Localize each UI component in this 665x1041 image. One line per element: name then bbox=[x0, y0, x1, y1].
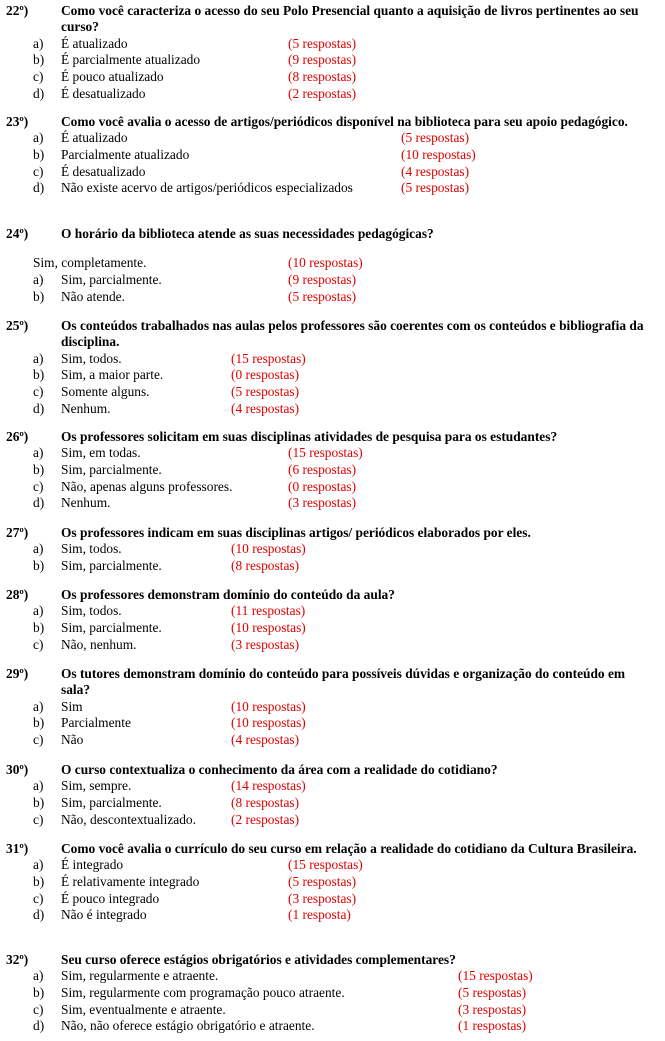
response-count: (5 respostas) bbox=[288, 874, 357, 889]
answer-option bbox=[0, 479, 665, 496]
response-count: (3 respostas) bbox=[231, 636, 300, 652]
answer-option bbox=[0, 130, 665, 147]
option-letter: b) bbox=[33, 462, 45, 477]
option-letter: b) bbox=[33, 288, 45, 304]
option-text: Sim, regularmente e atraente. bbox=[61, 968, 219, 984]
answer-option bbox=[0, 445, 665, 462]
question-text: Os tutores demonstram domínio do conteúdo para possíveis dúvidas e organização do conteúdo em sala? bbox=[61, 666, 626, 698]
question-number: 22º) bbox=[6, 3, 29, 18]
option-text: Não existe acervo de artigos/periódicos especializados bbox=[61, 180, 353, 196]
option-letter: c) bbox=[33, 69, 44, 84]
option-text: Não, nenhum. bbox=[61, 636, 137, 652]
option-text: Não, descontextualizado. bbox=[61, 811, 196, 827]
answer-option bbox=[0, 541, 665, 558]
answer-option bbox=[0, 52, 665, 69]
answer-option bbox=[0, 367, 665, 384]
option-letter: a) bbox=[33, 857, 44, 873]
option-text: Nenhum. bbox=[61, 400, 111, 416]
option-letter: c) bbox=[33, 478, 44, 494]
question-number: 23º) bbox=[6, 114, 29, 129]
option-text: Não, apenas alguns professores. bbox=[61, 478, 233, 494]
question-number: 27º) bbox=[6, 525, 29, 540]
question-text: O curso contextualiza o conhecimento da área com a realidade do cotidiano? bbox=[61, 762, 498, 777]
question-number: 31º) bbox=[6, 841, 29, 856]
question-text: O horário da biblioteca atende as suas necessidades pedagógicas? bbox=[61, 226, 434, 241]
response-count: (2 respostas) bbox=[288, 85, 357, 101]
option-text: É atualizado bbox=[61, 35, 128, 51]
answer-option bbox=[0, 985, 665, 1002]
option-letter: d) bbox=[33, 1018, 45, 1034]
option-text: Parcialmente bbox=[61, 715, 131, 731]
response-count: (9 respostas) bbox=[288, 52, 357, 68]
option-text: É relativamente integrado bbox=[61, 874, 200, 889]
question-text: Seu curso oferece estágios obrigatórios e atividades complementares? bbox=[61, 952, 456, 967]
question-number: 30º) bbox=[6, 762, 29, 777]
answer-option bbox=[0, 795, 665, 812]
question-text: Como você caracteriza o acesso do seu Polo Presencial quanto a aquisição de livros pertinentes ao seu curso? bbox=[61, 3, 639, 35]
question-text: Como você avalia o currículo do seu curso em relação a realidade do cotidiano da Cultura Brasileira. bbox=[61, 841, 637, 856]
answer-option bbox=[0, 69, 665, 86]
option-text: É atualizado bbox=[61, 130, 128, 146]
option-letter: d) bbox=[33, 400, 45, 416]
option-letter: b) bbox=[33, 874, 45, 889]
question-number: 24º) bbox=[6, 226, 29, 241]
response-count: (10 respostas) bbox=[231, 715, 306, 731]
answer-option bbox=[0, 907, 665, 924]
option-text: Sim, todos. bbox=[61, 350, 122, 366]
response-count: (6 respostas) bbox=[288, 462, 357, 477]
question-22 bbox=[0, 3, 665, 102]
option-text: Sim, completamente. bbox=[33, 255, 147, 271]
response-count: (0 respostas) bbox=[231, 367, 300, 383]
option-text: Parcialmente atualizado bbox=[61, 147, 190, 162]
option-letter: a) bbox=[33, 350, 44, 366]
answer-option bbox=[0, 558, 665, 575]
option-text: Sim, todos. bbox=[61, 603, 122, 619]
question-text: Os conteúdos trabalhados nas aulas pelos professores são coerentes com os conteúdos e bibliografia da disciplina. bbox=[61, 318, 644, 350]
response-count: (10 respostas) bbox=[288, 255, 363, 271]
option-letter: b) bbox=[33, 52, 45, 68]
response-count: (8 respostas) bbox=[288, 69, 357, 84]
response-count: (5 respostas) bbox=[401, 130, 470, 146]
response-count: (10 respostas) bbox=[231, 698, 306, 714]
response-count: (1 resposta) bbox=[288, 907, 351, 923]
option-letter: c) bbox=[33, 890, 44, 906]
answer-option bbox=[0, 857, 665, 874]
response-count: (3 respostas) bbox=[288, 495, 357, 511]
response-count: (4 respostas) bbox=[401, 163, 470, 179]
option-letter: a) bbox=[33, 445, 44, 461]
response-count: (4 respostas) bbox=[231, 732, 300, 747]
response-count: (10 respostas) bbox=[231, 620, 306, 635]
question-27 bbox=[0, 525, 665, 575]
question-text: Os professores demonstram domínio do conteúdo da aula? bbox=[61, 587, 395, 602]
answer-option bbox=[0, 384, 665, 401]
option-text: Sim, parcialmente. bbox=[61, 620, 162, 635]
option-letter: c) bbox=[33, 163, 44, 179]
response-count: (15 respostas) bbox=[288, 857, 363, 873]
answer-option bbox=[0, 620, 665, 637]
answer-option bbox=[0, 401, 665, 418]
option-letter: b) bbox=[33, 795, 45, 810]
answer-option bbox=[0, 180, 665, 197]
option-letter: c) bbox=[33, 384, 44, 399]
response-count: (10 respostas) bbox=[231, 541, 306, 557]
option-text: É integrado bbox=[61, 857, 124, 873]
option-letter: b) bbox=[33, 715, 45, 731]
response-count: (5 respostas) bbox=[288, 35, 357, 51]
question-number: 32º) bbox=[6, 952, 29, 967]
option-text: Sim, parcialmente. bbox=[61, 795, 162, 810]
option-letter: a) bbox=[33, 698, 44, 714]
answer-option bbox=[0, 603, 665, 620]
response-count: (5 respostas) bbox=[231, 384, 300, 399]
option-letter: b) bbox=[33, 147, 45, 162]
option-text: É parcialmente atualizado bbox=[61, 52, 201, 68]
option-letter: a) bbox=[33, 272, 44, 287]
answer-option bbox=[0, 272, 665, 289]
question-29 bbox=[0, 666, 665, 749]
option-text: Não bbox=[61, 732, 84, 747]
response-count: (3 respostas) bbox=[458, 1001, 527, 1017]
option-letter: c) bbox=[33, 1001, 44, 1017]
answer-option bbox=[0, 891, 665, 908]
option-text: Não atende. bbox=[61, 288, 125, 304]
answer-option bbox=[0, 778, 665, 795]
answer-option bbox=[0, 968, 665, 985]
option-text: É pouco integrado bbox=[61, 890, 160, 906]
option-letter: a) bbox=[33, 35, 44, 51]
option-text: Sim, eventualmente e atraente. bbox=[61, 1001, 226, 1017]
question-30 bbox=[0, 762, 665, 828]
answer-option bbox=[0, 495, 665, 512]
response-count: (1 respostas) bbox=[458, 1018, 527, 1034]
response-count: (0 respostas) bbox=[288, 478, 357, 494]
response-count: (15 respostas) bbox=[288, 445, 363, 461]
option-text: Sim, todos. bbox=[61, 541, 122, 557]
option-text: Sim bbox=[61, 698, 83, 714]
response-count: (9 respostas) bbox=[288, 272, 357, 287]
answer-option bbox=[0, 289, 665, 306]
option-letter: c) bbox=[33, 636, 44, 652]
option-letter: a) bbox=[33, 541, 44, 557]
question-number: 28º) bbox=[6, 587, 29, 602]
question-24 bbox=[0, 226, 665, 305]
answer-option bbox=[0, 812, 665, 829]
response-count: (4 respostas) bbox=[231, 400, 300, 416]
question-32 bbox=[0, 952, 665, 1035]
question-31 bbox=[0, 841, 665, 924]
question-text: Como você avalia o acesso de artigos/periódicos disponível na biblioteca para seu apoio pedagógico. bbox=[61, 114, 628, 129]
option-letter: a) bbox=[33, 968, 44, 984]
answer-option bbox=[0, 147, 665, 164]
option-text: Sim, em todas. bbox=[61, 445, 141, 461]
option-text: Sim, regularmente com programação pouco atraente. bbox=[61, 985, 345, 1000]
option-letter: b) bbox=[33, 985, 45, 1000]
response-count: (14 respostas) bbox=[231, 778, 306, 794]
response-count: (8 respostas) bbox=[231, 795, 300, 810]
response-count: (15 respostas) bbox=[231, 350, 306, 366]
answer-option bbox=[0, 86, 665, 103]
answer-option bbox=[0, 874, 665, 891]
response-count: (5 respostas) bbox=[458, 985, 527, 1000]
option-letter: d) bbox=[33, 180, 45, 196]
question-text: Os professores indicam em suas disciplinas artigos/ periódicos elaborados por eles. bbox=[61, 525, 531, 540]
option-text: É desatualizado bbox=[61, 163, 146, 179]
option-text: Sim, parcialmente. bbox=[61, 272, 162, 287]
response-count: (3 respostas) bbox=[288, 890, 357, 906]
option-letter: c) bbox=[33, 732, 44, 747]
response-count: (15 respostas) bbox=[458, 968, 533, 984]
response-count: (11 respostas) bbox=[231, 603, 306, 619]
question-number: 29º) bbox=[6, 666, 29, 681]
option-text: Não, não oferece estágio obrigatório e atraente. bbox=[61, 1018, 315, 1034]
response-count: (5 respostas) bbox=[288, 288, 357, 304]
response-count: (5 respostas) bbox=[401, 180, 470, 196]
answer-option bbox=[0, 699, 665, 716]
answer-option bbox=[0, 637, 665, 654]
question-text: Os professores solicitam em suas disciplinas atividades de pesquisa para os estudantes? bbox=[61, 429, 558, 444]
option-letter: b) bbox=[33, 620, 45, 635]
option-letter: a) bbox=[33, 603, 44, 619]
answer-option bbox=[0, 255, 665, 272]
question-26 bbox=[0, 429, 665, 512]
question-28 bbox=[0, 587, 665, 653]
question-23 bbox=[0, 114, 665, 197]
answer-option bbox=[0, 351, 665, 368]
option-letter: b) bbox=[33, 367, 45, 383]
option-text: Sim, parcialmente. bbox=[61, 462, 162, 477]
option-text: Sim, parcialmente. bbox=[61, 558, 162, 573]
option-text: Nenhum. bbox=[61, 495, 111, 511]
question-25 bbox=[0, 318, 665, 417]
option-text: Não é integrado bbox=[61, 907, 147, 923]
option-text: É desatualizado bbox=[61, 85, 146, 101]
option-text: Somente alguns. bbox=[61, 384, 150, 399]
answer-option bbox=[0, 1002, 665, 1019]
answer-option bbox=[0, 164, 665, 181]
answer-option bbox=[0, 462, 665, 479]
option-text: Sim, a maior parte. bbox=[61, 367, 164, 383]
question-number: 25º) bbox=[6, 318, 29, 333]
option-letter: d) bbox=[33, 907, 45, 923]
answer-option bbox=[0, 715, 665, 732]
answer-option bbox=[0, 1018, 665, 1035]
response-count: (2 respostas) bbox=[231, 811, 300, 827]
question-number: 26º) bbox=[6, 429, 29, 444]
response-count: (8 respostas) bbox=[231, 558, 300, 573]
option-letter: b) bbox=[33, 558, 45, 573]
option-letter: a) bbox=[33, 778, 44, 794]
answer-option bbox=[0, 732, 665, 749]
option-text: Sim, sempre. bbox=[61, 778, 132, 794]
response-count: (10 respostas) bbox=[401, 147, 476, 162]
option-text: É pouco atualizado bbox=[61, 69, 164, 84]
option-letter: a) bbox=[33, 130, 44, 146]
answer-option bbox=[0, 36, 665, 53]
option-letter: d) bbox=[33, 85, 45, 101]
option-letter: c) bbox=[33, 811, 44, 827]
option-letter: d) bbox=[33, 495, 45, 511]
